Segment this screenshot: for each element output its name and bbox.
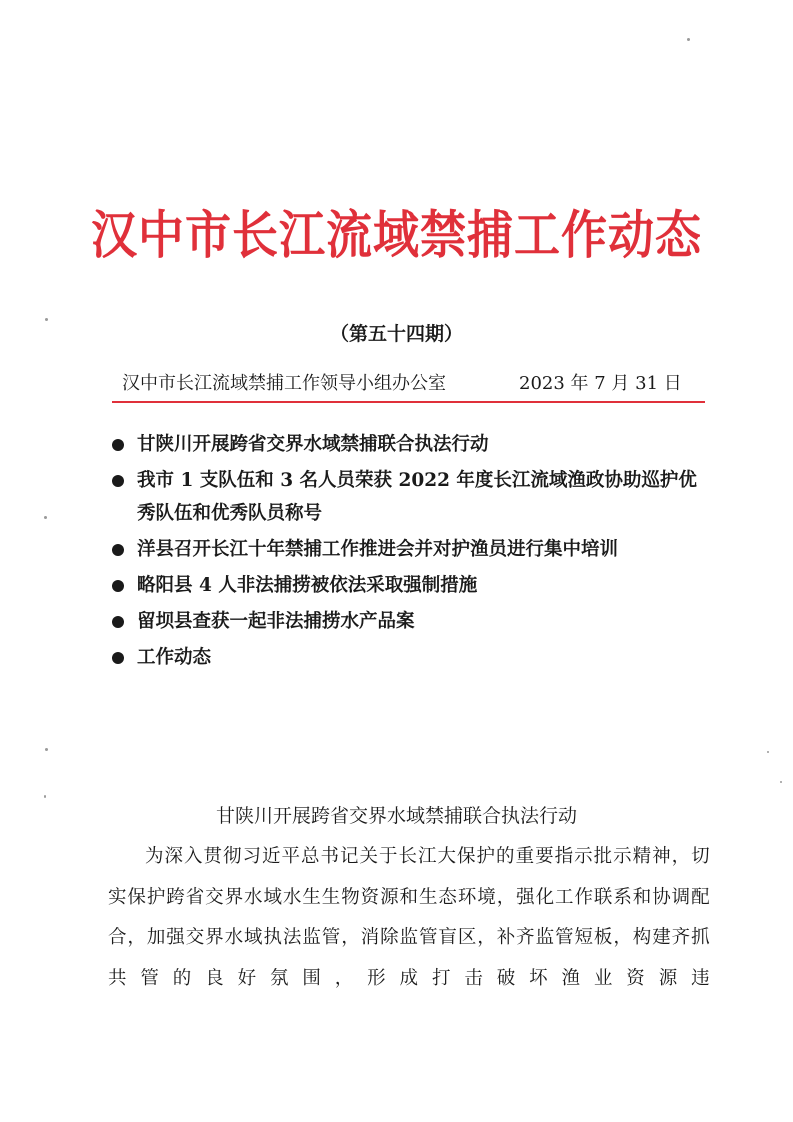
bullet-icon <box>112 439 124 451</box>
scan-speck <box>687 38 690 41</box>
contents-item <box>110 428 710 461</box>
scan-speck <box>44 795 46 798</box>
bullet-icon <box>112 475 124 487</box>
contents-item <box>110 533 710 566</box>
contents-list <box>110 428 710 677</box>
contents-item-text: 略阳县 4 人非法捕捞被依法采取强制措施 <box>137 575 478 596</box>
article-paragraph: 为深入贯彻习近平总书记关于长江大保护的重要指示批示精神，切实保护跨省交界水域水生生物资源和生态环境，强化工作联系和协调配合，加强交界水域执法监管，消除监管盲区，补齐监管短板，构建齐抓共管的良好氛围，形成打击破坏渔业资源违 <box>108 846 710 989</box>
publisher-name: 汉中市长江流域禁捕工作领导小组办公室 <box>122 373 446 394</box>
article-body <box>108 837 710 999</box>
scan-speck <box>767 751 769 753</box>
contents-item-text: 我市 1 支队伍和 3 名人员荣获 2022 年度长江流域渔政协助巡护优秀队伍和优秀队员称号 <box>137 470 697 524</box>
contents-item-text: 甘陕川开展跨省交界水域禁捕联合执法行动 <box>137 434 489 455</box>
contents-item-text: 工作动态 <box>137 647 212 668</box>
scan-speck <box>45 318 48 321</box>
masthead-title: 汉中市长江流域禁捕工作动态 <box>91 204 702 266</box>
issue-number: （第五十四期） <box>329 323 463 345</box>
masthead-divider <box>112 401 705 403</box>
contents-item <box>110 605 710 638</box>
contents-item <box>110 641 710 674</box>
scan-speck <box>44 516 47 519</box>
contents-item <box>110 569 710 602</box>
bullet-icon <box>112 544 124 556</box>
bullet-icon <box>112 652 124 664</box>
contents-item-text: 留坝县查获一起非法捕捞水产品案 <box>137 611 415 632</box>
contents-item <box>110 464 710 530</box>
publisher-line <box>122 370 702 398</box>
contents-item-text: 洋县召开长江十年禁捕工作推进会并对护渔员进行集中培训 <box>137 539 619 560</box>
bullet-icon <box>112 616 124 628</box>
publish-date: 2023 年 7 月 31 日 <box>519 373 682 394</box>
scan-speck <box>780 781 782 783</box>
scan-speck <box>45 748 48 751</box>
article-title: 甘陕川开展跨省交界水域禁捕联合执法行动 <box>215 805 577 827</box>
bullet-icon <box>112 580 124 592</box>
